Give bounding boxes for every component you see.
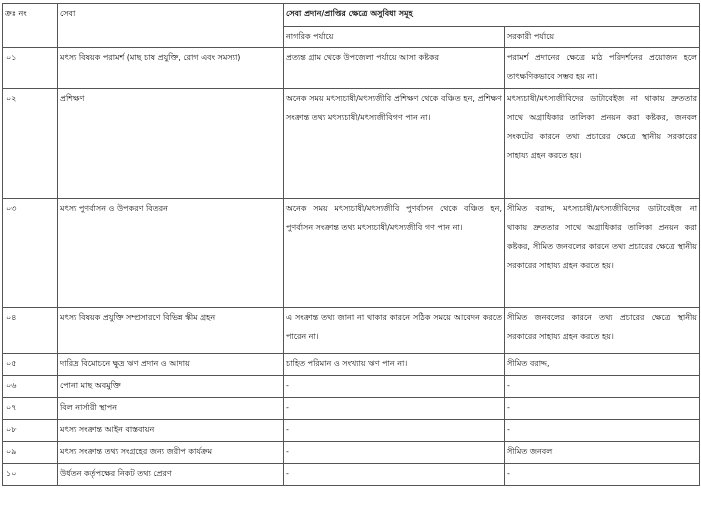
row-service: পোনা মাছ অবমুক্তি [58,376,284,398]
row-service: মৎস্য সংক্রান্ত আইন বাস্তবায়ন [58,420,284,442]
service-problems-table [2,3,700,486]
row-citizen-problem: চাহিত পরিমান ও সংখ্যায় ঋণ পান না। [284,354,505,376]
row-serial: ০৮ [3,420,58,442]
header-government-level: সরকারী পর্যায়ে [505,27,700,48]
row-serial: ০৯ [3,442,58,464]
table-row [3,354,700,376]
row-serial: ০৪ [3,308,58,354]
row-government-problem: - [505,464,700,486]
row-serial: ১০ [3,464,58,486]
table-row [3,420,700,442]
row-service: মৎস্য সংক্রান্ত তথ্য সংগ্রহের জন্য জরীপ কার্যক্রম [58,442,284,464]
row-service: মৎস্য বিষয়ক প্রযুক্তি সম্প্রসারণে বিভিন্ন স্কীম গ্রহন [58,308,284,354]
row-citizen-problem: - [284,398,505,420]
row-citizen-problem: অনেক সময় মৎস্যচাষী/মৎস্যজীবি পুণর্বাসন থেকে বঞ্চিত হন, পুণর্বাসন সংক্রান্ত তথ্য মৎস্যচাষী/মৎস্যজীবি গণ পান না। [284,199,505,308]
table-row [3,376,700,398]
row-service: বিল নার্সারী স্থাপন [58,398,284,420]
row-citizen-problem: - [284,464,505,486]
row-government-problem: - [505,420,700,442]
header-service: সেবা [58,4,284,48]
row-government-problem: - [505,398,700,420]
table-row [3,48,700,89]
header-serial: ক্রঃ নং [3,4,58,48]
row-government-problem: সীমিত বরাদ্দ, মৎস্যচাষী/মৎস্যজীবিদের ডাটাবেইজ না থাকায় দ্রুততার সাথে অগ্রাধিকার তালিকা প্রনয়ন করা কষ্টকর, সীমিত জনবলের কারনে তথ্য প্রচারের ক্ষেত্রে স্থানীয় সরকারের সাহায্য গ্রহন করতে হয়। [505,199,700,308]
row-service: মৎস্য বিষয়ক পরামর্শ (মাছ চাষ প্রযুক্তি, রোগ এবং সমস্যা) [58,48,284,89]
row-citizen-problem: - [284,376,505,398]
header-problems: সেবা প্রদান/প্রাপ্তির ক্ষেত্রে অসুবিধা সমূহ [284,4,700,27]
row-serial: ০৩ [3,199,58,308]
row-government-problem: সীমিত জনবল [505,442,700,464]
row-government-problem: সীমিত জনবলের কারনে তথ্য প্রচারের ক্ষেত্রে স্থানীয় সরকারের সাহায্য গ্রহন করতে হয়। [505,308,700,354]
table-row [3,308,700,354]
row-citizen-problem: অনেক সময় মৎস্যচাষী/মৎস্যজীবি প্রশিক্ষণ থেকে বঞ্চিত হন, প্রশিক্ষণ সংক্রান্ত তথ্য মৎস্যচাষী/মৎস্যজীবিগণ পান না। [284,89,505,199]
row-government-problem: পরামর্শ প্রদানের ক্ষেত্রে মাঠ পরিদর্শনের প্রয়োজন হলে তাৎক্ষণিকভাবে সম্ভব হয় না। [505,48,700,89]
table-row [3,199,700,308]
row-citizen-problem: - [284,442,505,464]
row-serial: ০৫ [3,354,58,376]
row-citizen-problem: এ সংক্রান্ত তথ্য জানা না থাকার কারনে সঠিক সময়ে আবেদন করতে পারেন না। [284,308,505,354]
row-service: উর্ধতন কর্তৃপক্ষের নিকট তথ্য প্রেরণ [58,464,284,486]
row-service: দারিদ্র বিমোচনে ক্ষুদ্র ঋণ প্রদান ও আদায় [58,354,284,376]
row-service: প্রশিক্ষণ [58,89,284,199]
row-serial: ০১ [3,48,58,89]
table-row [3,398,700,420]
row-government-problem: সীমিত বরাদ্দ, [505,354,700,376]
header-row [3,4,700,27]
row-serial: ০২ [3,89,58,199]
row-citizen-problem: - [284,420,505,442]
table-row [3,464,700,486]
row-government-problem: মৎস্যচাষী/মৎস্যজীবিদের ডাটাবেইজ না থাকায় দ্রুততার সাথে অগ্রাধিকার তালিকা প্রনয়ন করা কষ্টকর, জনবল সংকটের কারনে তথ্য প্রচারের ক্ষেত্রে স্থানীয় সরকারের সাহায্য গ্রহন করতে হয়। [505,89,700,199]
row-citizen-problem: প্রত্যন্ত গ্রাম থেকে উপজেলা পর্যায়ে আসা কষ্টকর [284,48,505,89]
table-row [3,442,700,464]
table-row [3,89,700,199]
row-serial: ০৭ [3,398,58,420]
row-government-problem: - [505,376,700,398]
row-serial: ০৬ [3,376,58,398]
header-citizen-level: নাগরিক পর্যায়ে [284,27,505,48]
row-service: মৎস্য পুণর্বাসন ও উপকরণ বিতরন [58,199,284,308]
